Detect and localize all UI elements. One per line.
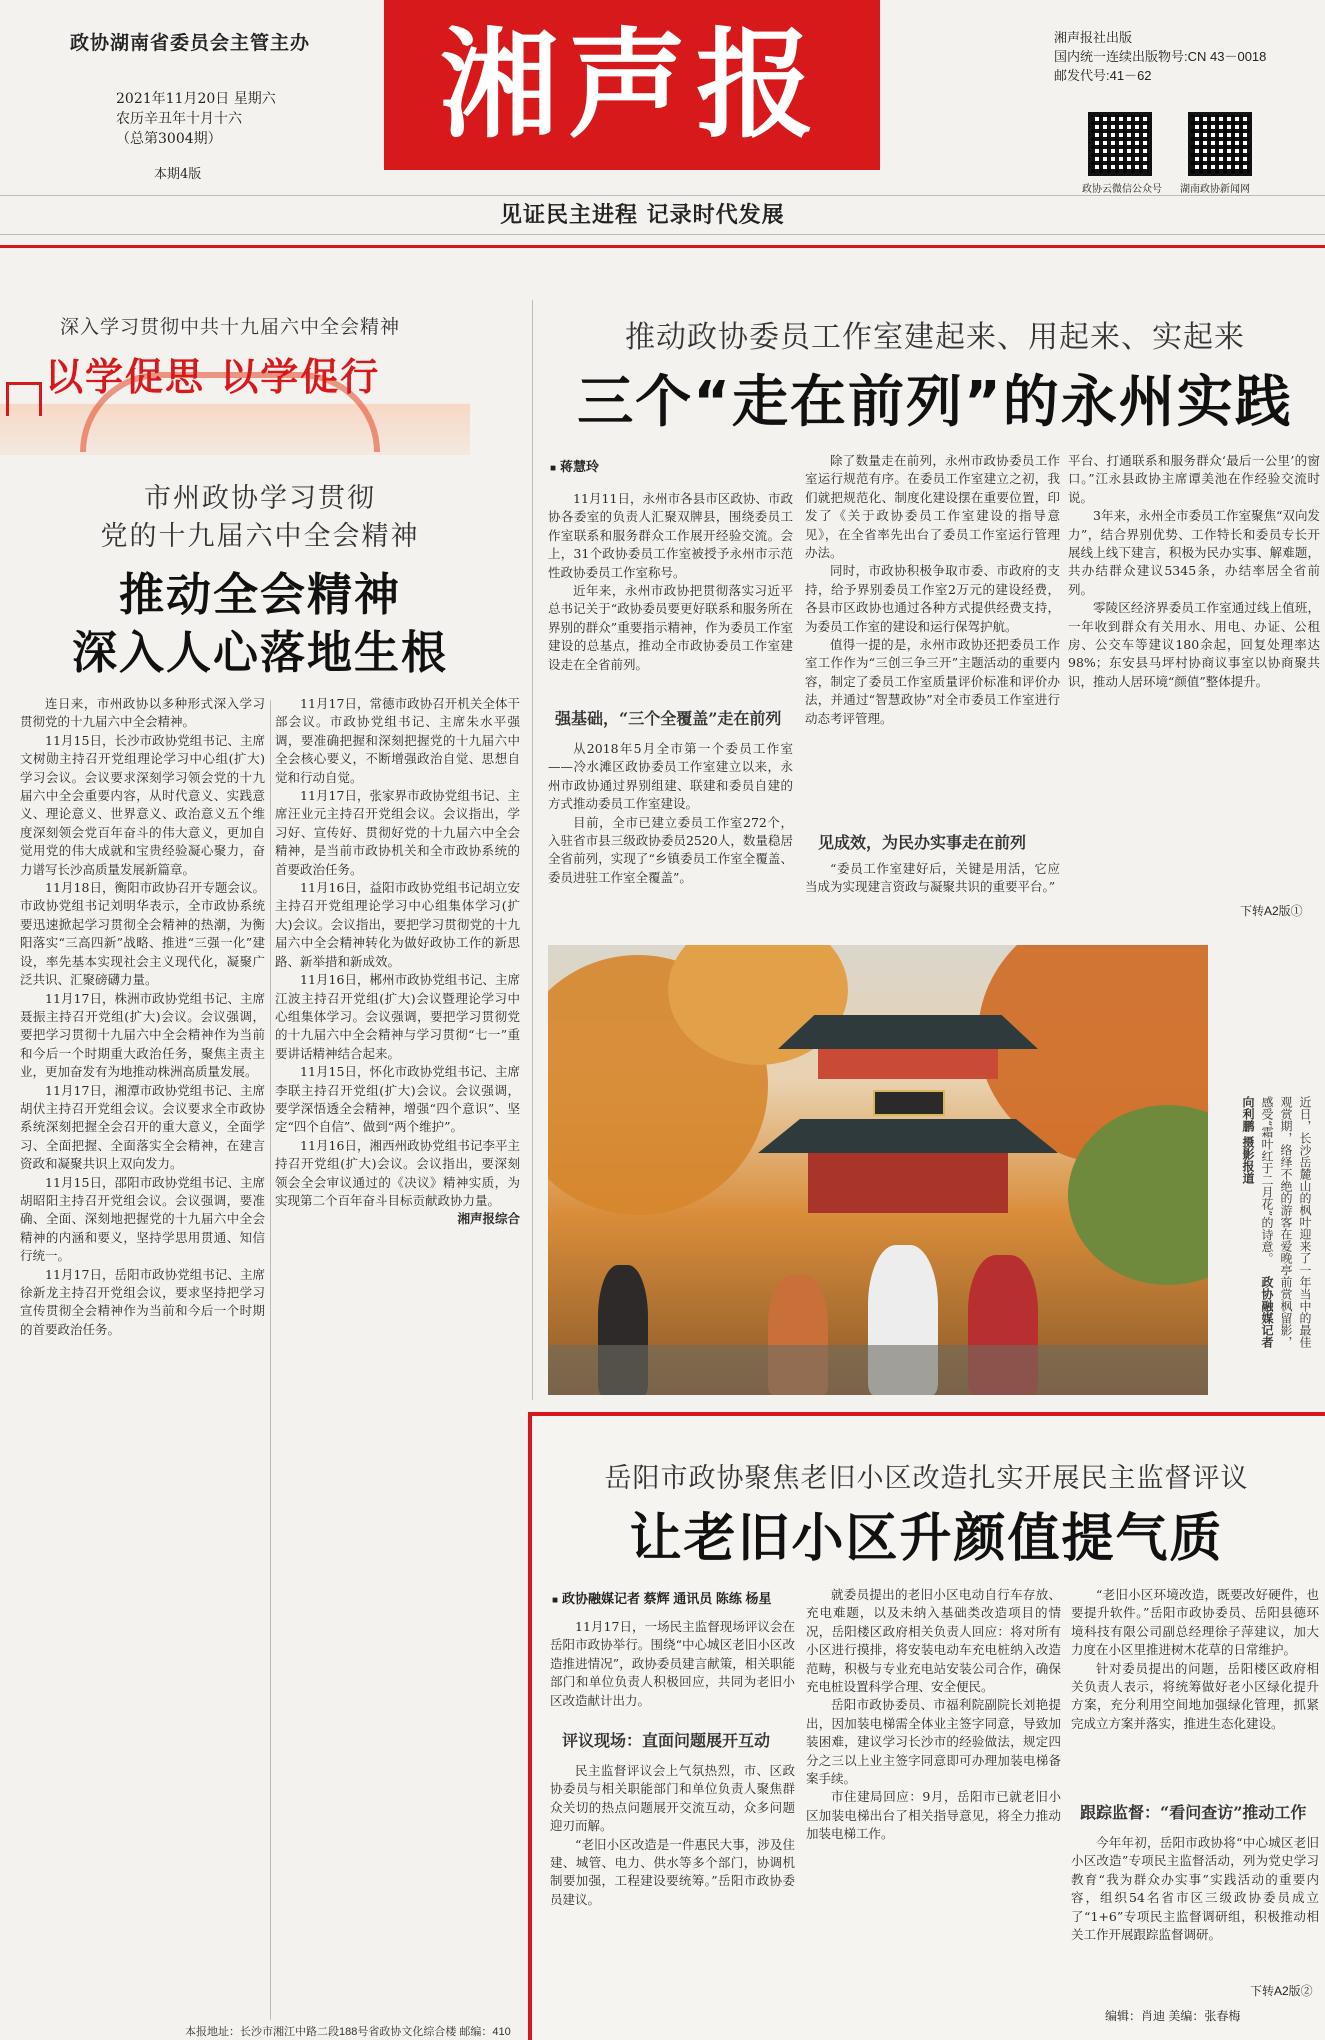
- feature-kicker-1: 市州政协学习贯彻: [144, 483, 376, 514]
- sponsor-line: 政协湖南省委员会主管主办: [70, 32, 311, 54]
- qr-label-wechat: 政协云微信公众号: [1082, 184, 1162, 195]
- paragraph: 除了数量走在前列，永州市政协委员工作室运行规范有序。在委员工作室建立之初，我们就把规范化、制度化建设摆在重要位置，印发了《关于政协委员工作室建设的指导意见》，在全省率先出台了委员工作室运行管理办法。: [805, 453, 1060, 561]
- feature-headline-2[interactable]: 深入人心落地生根: [71, 626, 448, 679]
- box-subhead-1: 评议现场：直面问题展开互动: [562, 1731, 771, 1750]
- stone-steps: [548, 1345, 1208, 1395]
- box-subhead-2: 跟踪监督：“看问查访”推动工作: [1080, 1803, 1307, 1822]
- main-headline[interactable]: 三个“走在前列”的永州实践: [577, 370, 1293, 435]
- footer-address: 本报地址：长沙市湘江中路二段188号省政协文化综合楼 邮编：410: [185, 2026, 511, 2038]
- paragraph: 平台、打通联系和服务群众‘最后一公里’的窗口。”江永县政协主席谭美池在作经验交流时说。: [1068, 453, 1320, 505]
- paragraph: 11月16日，湘西州政协党组书记李平主持召开党组(扩大)会议。会议指出，要深刻领会全会审议通过的《决议》精神实质，为实现第二个百年奋斗目标贡献政协力量。: [275, 1137, 520, 1208]
- cn-number: 国内统一连续出版物号:CN 43－0018: [1054, 49, 1267, 64]
- paragraph: 11月17日，一场民主监督现场评议会在岳阳市政协举行。围绕“中心城区老旧小区改造推进情况”，政协委员建言献策，相关职能部门和单位负责人积极回应，共同为老旧小区改造献计出力。: [550, 1619, 795, 1708]
- qr-codes: [1088, 112, 1252, 176]
- paragraph: 从2018年5月全市第一个委员工作室——冷水滩区政协委员工作室建立以来，永州市政协通过界别组建、联建和委员自建的方式推动委员工作室建设。: [548, 741, 793, 812]
- paragraph: “老旧小区环境改造，既要改好硬件，也要提升软件。”岳阳市政协委员、岳阳县德环境科技有限公司副总经理徐子萍建议，加大力度在小区里推进树木花草的日常维护。: [1071, 1587, 1319, 1658]
- main-jump-link[interactable]: 下转A2版①: [1240, 904, 1303, 918]
- issue-date: [70, 89, 370, 149]
- study-banner: [0, 340, 470, 455]
- caption-text: 近日，长沙岳麓山的枫叶迎来了一年当中的最佳观赏期，络绎不绝的游客在爱晚亭前赏枫留影，感受“霜叶红于二月花”的诗意。: [1260, 1096, 1312, 1348]
- paragraph: 11月17日，张家界市政协党组书记、主席汪业元主持召开党组会议。会议指出，学习好、宣传好、贯彻好党的十九届六中全会精神，是当前市政协机关和全市政协系统的首要政治任务。: [275, 788, 520, 877]
- main-kicker: 推动政协委员工作室建起来、用起来、实起来: [625, 320, 1245, 355]
- photo-caption: [1210, 1090, 1320, 1360]
- banner-kicker: 深入学习贯彻中共十九届六中全会精神: [60, 316, 401, 338]
- column-rule: [270, 700, 271, 2020]
- website-qr-icon[interactable]: [1188, 112, 1252, 176]
- editors-credit: 编辑：肖迪 美编：张春梅: [1105, 2009, 1241, 2023]
- paragraph: 市住建局回应：9月，岳阳市已就老旧小区加装电梯出台了相关指导意见，将全力推动加装电梯工作。: [806, 1789, 1061, 1842]
- masthead: [0, 0, 1325, 195]
- paragraph: “老旧小区改造是一件惠民大事，涉及住建、城管、电力、供水等多个部门，协调机制要加强，工程建设要统筹。”岳阳市政协委员建议。: [550, 1836, 795, 1907]
- box-headline[interactable]: 让老旧小区升颜值提气质: [629, 1509, 1224, 1569]
- main-column-2b: [805, 860, 1060, 900]
- paragraph: 连日来，市州政协以多种形式深入学习贯彻党的十九届六中全会精神。: [20, 696, 265, 730]
- pavilion-plaque-icon: [873, 1090, 945, 1116]
- paragraph: 值得一提的是，永州市政协还把委员工作室工作作为“三创三争三开”主题活动的重要内容，制定了委员工作室质量评价标准和评价办法，并通过“智慧政协”对全市委员工作室进行动态考评管理。: [805, 637, 1060, 726]
- box-kicker: 岳阳市政协聚焦老旧小区改造扎实开展民主监督评议: [604, 1463, 1249, 1494]
- paragraph: 岳阳市政协委员、市福利院副院长刘艳提出，因加装电梯需全体业主签字同意，导致加装困难，建议学习长沙市的经验做法，规定四分之三以上业主签字同意即可办理加装电梯备案手续。: [806, 1697, 1061, 1787]
- publisher: 湘声报社出版: [1054, 30, 1133, 45]
- masthead-slogan: 见证民主进程 记录时代发展: [500, 202, 785, 228]
- paragraph: 11月17日，常德市政协召开机关全体干部会议。市政协党组书记、主席朱水平强调，要准确把握和深刻把握党的十九届六中全会核心要义，不断增强政治自觉、思想自觉和行动自觉。: [275, 696, 520, 785]
- issue-number: （总第3004期）: [116, 131, 222, 147]
- paragraph: 11月15日，怀化市政协党组书记、主席李联主持召开党组(扩大)会议。会议强调，要学深悟透全会精神，增强“四个意识”、坚定“四个自信”、做到“两个维护”。: [275, 1064, 520, 1135]
- date: 2021年11月20日 星期六: [116, 91, 276, 107]
- box-column-3b: [1071, 1834, 1319, 1974]
- header-divider: [0, 245, 1325, 248]
- paragraph: 11月15日，邵阳市政协党组书记、主席胡昭阳主持召开党组会议。会议强调，要准确、全面、深刻地把握党的十九届六中全会精神的内涵和要义，坚持学思用贯通、知信行统一。: [20, 1174, 265, 1264]
- paragraph: 11月15日，长沙市政协党组书记、主席文树勋主持召开党组理论学习中心组(扩大)学习会议。会议要求深刻学习领会党的十九届六中全会重要内容，从时代意义、实践意义、理论意义、世界意义、政治意义五个维度深刻领会党百年奋斗的伟大意义，更加自觉用党的伟大成就和宝贵经验凝心聚力，奋力谱写长沙高质量发展新篇章。: [20, 732, 265, 877]
- paragraph: 11月11日，永州市各县市区政协、市政协各委室的负责人汇聚双牌县，围绕委员工作室联系和服务群众工作展开经验交流。会上，31个政协委员工作室被授予永州市示范性政协委员工作室称号。: [548, 491, 793, 580]
- box-column-1b: [550, 1762, 795, 2008]
- feature-source: 湘声报综合: [457, 1211, 520, 1227]
- tiananmen-icon: [6, 382, 42, 416]
- box-column-2: [806, 1586, 1061, 2026]
- paragraph: 11月17日，株洲市政协党组书记、主席聂振主持召开党组(扩大)会议。会议强调，要把学习贯彻十九届六中全会精神作为当前和今后一个时期重大政治任务，聚焦主责主业，更加奋发有为地推动株洲高质量发展。: [20, 990, 265, 1080]
- main-subhead-1: 强基础，“三个全覆盖”走在前列: [555, 709, 782, 728]
- box-byline: ■ 政协融媒记者 蔡辉 通讯员 陈练 杨星: [552, 1588, 772, 1607]
- paragraph: 就委员提出的老旧小区电动自行车存放、充电难题，以及未纳入基础类改造项目的情况，岳阳楼区政府相关负责人回应：将对所有小区进行摸排，将安装电动车充电桩纳入改造范畴，积极与专业充电站安装公司合作，确保充电桩设置科学合理、安全便民。: [806, 1587, 1061, 1695]
- banner-slogan: 以学促思 以学促行: [45, 355, 381, 399]
- paragraph: 零陵区经济界委员工作室通过线上值班，一年收到群众有关用水、用电、办证、公租房、公交车等建议180余起，回复处理率达98%；东安县马坪村协商议事室以协商聚共识，推动人居环境“颜值”整体提升。: [1068, 600, 1320, 689]
- main-column-3: [1068, 452, 1320, 892]
- box-column-1: [550, 1618, 795, 1714]
- paragraph: 近年来，永州市政协把贯彻落实习近平总书记关于“政协委员要更好联系和服务所在界别的群众”重要指示精神，作为委员工作室建设的总基点，推动全市政协委员工作室建设走在全省前列。: [548, 583, 793, 672]
- feature-column-2: [275, 695, 520, 2025]
- wechat-qr-icon[interactable]: [1088, 112, 1152, 176]
- aiwan-pavilion: [778, 1015, 1038, 1245]
- autumn-maple-photo: [548, 945, 1208, 1395]
- qr-label-website: 湖南政协新闻网: [1180, 184, 1250, 195]
- box-jump-link[interactable]: 下转A2版②: [1250, 1984, 1313, 1998]
- main-column-2: [805, 452, 1060, 824]
- main-subhead-2: 见成效，为民办实事走在前列: [818, 833, 1027, 852]
- box-column-3: [1071, 1586, 1319, 1776]
- paragraph: 目前，全市已建立委员工作室272个，入驻省市县三级政协委员2520人，数量稳居全省前列，实现了“乡镇委员工作室全覆盖、委员进驻工作室全覆盖”。: [548, 814, 793, 885]
- feature-kicker-2: 党的十九届六中全会精神: [100, 521, 420, 552]
- paragraph: 3年来，永州全市委员工作室聚焦“双向发力”，结合界别优势、工作特长和委员专长开展线上线下建言，积极为民办实事、解难题，共办结群众建议5345条，办结率居全省前列。: [1068, 508, 1320, 597]
- feature-column-1: [20, 695, 265, 2025]
- paragraph: “委员工作室建好后，关键是用活，它应当成为实现建言资政与凝聚共识的重要平台。”: [805, 861, 1060, 895]
- newspaper-title: 湘声报: [384, 0, 880, 170]
- paragraph: 同时，市政协积极争取市委、市政府的支持，给予界别委员工作室2万元的建设经费，各县市区政协也通过各种方式提供经费支持，为委员工作室的建设和运行保驾护航。: [805, 563, 1060, 634]
- page-count: 本期4版: [154, 167, 202, 182]
- section-rule: [532, 300, 533, 1400]
- masthead-left: [70, 28, 370, 182]
- paragraph: 11月17日，岳阳市政协党组书记、主席徐新龙主持召开党组会议，要求坚持把学习宣传贯彻全会精神作为当前和今后一个时期的首要政治任务。: [20, 1266, 265, 1337]
- paragraph: 针对委员提出的问题，岳阳楼区政府相关负责人表示，将统筹做好老小区绿化提升方案，充分利用空间地加强绿化管理，抓紧完成立方案并落实，推进生态化建设。: [1071, 1660, 1319, 1731]
- qr-labels: [1082, 180, 1250, 195]
- main-byline: ■ 蒋慧玲: [550, 456, 599, 475]
- paragraph: 11月17日，湘潭市政协党组书记、主席胡伏主持召开党组会议。会议要求全市政协系统深刻把握全会召开的重大意义，全面学习、全面把握、全面落实全会精神，在建言资政和凝聚共识上双向发力。: [20, 1082, 265, 1172]
- publication-info: [1054, 28, 1314, 85]
- photo-credit: 政协融媒记者 向利鹏 摄影报道: [1241, 1096, 1274, 1349]
- paragraph: 11月18日，衡阳市政协召开专题会议。市政协党组书记刘明华表示，全市政协系统要迅速掀起学习贯彻全会精神的热潮，为衡阳落实“三高四新”战略、推进“三强一化”建设，率先基本实现社会主义现代化，凝聚广泛共识、汇聚磅礴力量。: [20, 880, 265, 988]
- postal-code: 邮发代号:41－62: [1054, 68, 1152, 83]
- paragraph: 民主监督评议会上气氛热烈，市、区政协委员与相关职能部门和单位负责人聚焦群众关切的热点问题展开交流互动，众多问题迎刃而解。: [550, 1763, 795, 1834]
- main-column-1b: [548, 740, 793, 890]
- paragraph: 今年年初，岳阳市政协将“中心城区老旧小区改造”专项民主监督活动，列为党史学习教育“我为群众办实事”实践活动的重要内容，组织54名省市区三级政协委员成立了“1+6”专项民主监督调研组，积极推动相关工作开展跟踪监督调研。: [1071, 1835, 1319, 1943]
- feature-headline-1[interactable]: 推动全会精神: [118, 568, 401, 621]
- lunar-date: 农历辛丑年十月十六: [116, 111, 242, 127]
- paragraph: 11月16日，郴州市政协党组书记、主席江波主持召开党组(扩大)会议暨理论学习中心组集体学习。会议强调，要把学习贯彻党的十九届六中全会精神与学习贯彻“七一”重要讲话精神结合起来。: [275, 972, 520, 1061]
- paragraph: 11月16日，益阳市政协党组书记胡立安主持召开党组理论学习中心组集体学习(扩大)会议。会议指出，要把学习贯彻党的十九届六中全会精神转化为做好政协工作的新思路、新举措和新成效。: [275, 880, 520, 969]
